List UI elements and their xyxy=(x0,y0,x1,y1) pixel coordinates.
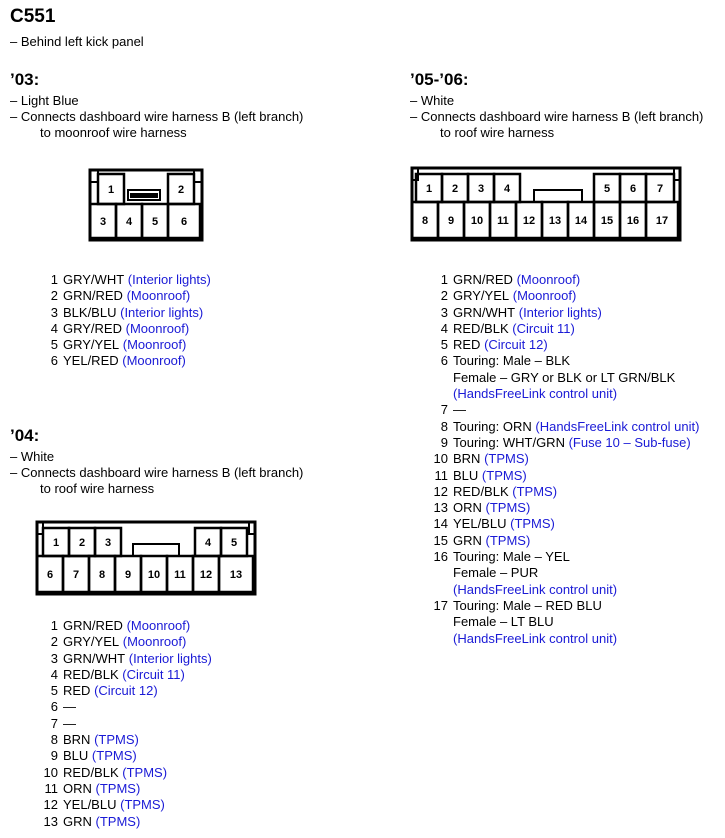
pin-number: 8 xyxy=(98,569,106,581)
pin-number: 2 xyxy=(451,183,459,195)
pin-number: 17 xyxy=(655,215,669,227)
pin-row xyxy=(42,699,212,715)
circuit-label: (HandsFreeLink control unit) xyxy=(453,386,618,402)
pin-row xyxy=(42,288,211,304)
pin-row xyxy=(42,765,212,781)
circuit-label: (Fuse 10 – Sub-fuse) xyxy=(568,434,691,450)
wire-color: Female – PUR xyxy=(453,565,539,581)
pin-row xyxy=(432,419,699,435)
pin-number: 1 xyxy=(107,184,115,196)
pin-number: 10 xyxy=(433,451,448,467)
pin-number: 5 xyxy=(151,216,159,228)
section-desc: to roof wire harness xyxy=(40,481,155,496)
pin-row xyxy=(42,748,212,764)
circuit-label: (Moonroof) xyxy=(122,337,187,353)
pin-number: 3 xyxy=(104,537,112,549)
wire-color: RED/BLK xyxy=(453,483,509,499)
circuit-label: (Moonroof) xyxy=(125,320,190,336)
pin-number: 13 xyxy=(229,569,243,581)
section-04 xyxy=(10,426,303,497)
circuit-label: (TPMS) xyxy=(485,500,531,516)
pin-number: 4 xyxy=(125,216,133,228)
pin-number: 11 xyxy=(497,215,509,227)
pin-number: 16 xyxy=(626,215,640,227)
pin-number: 3 xyxy=(440,304,448,320)
pin-row-continued xyxy=(432,370,699,386)
wire-color: Touring: Male – YEL xyxy=(453,549,570,565)
pin-row-continued xyxy=(432,631,699,647)
circuit-label: (Interior lights) xyxy=(128,650,212,666)
connector-05-06-diagram xyxy=(410,166,682,242)
pin-number: 2 xyxy=(50,288,58,304)
wire-color: — xyxy=(63,699,76,715)
pin-row xyxy=(432,288,699,304)
wire-color: Touring: ORN xyxy=(453,418,532,434)
wire-color: YEL/BLU xyxy=(453,516,507,532)
wire-color: GRY/YEL xyxy=(63,337,120,353)
pin-number: 1 xyxy=(425,183,433,195)
circuit-label: (TPMS) xyxy=(485,532,531,548)
page-title: C551 xyxy=(10,6,56,27)
circuit-label: (TPMS) xyxy=(512,483,558,499)
pin-row xyxy=(42,683,212,699)
section-heading: ’04: xyxy=(10,426,40,445)
connector-location: – Behind left kick panel xyxy=(10,34,144,49)
pin-number: 5 xyxy=(440,337,448,353)
wire-color: GRN xyxy=(453,532,482,548)
circuit-label: (Circuit 12) xyxy=(94,683,158,699)
section-desc: – Connects dashboard wire harness B (left branch) xyxy=(10,109,304,124)
wire-color: GRN/RED xyxy=(453,272,513,287)
pin-number: 1 xyxy=(52,537,60,549)
circuit-label: (Moonroof) xyxy=(122,634,187,650)
pin-number: 13 xyxy=(548,215,562,227)
pin-number: 9 xyxy=(440,434,448,450)
pin-number: 4 xyxy=(503,183,511,195)
wire-color: YEL/RED xyxy=(63,353,119,369)
pin-number: 7 xyxy=(50,715,58,731)
pin-number: 7 xyxy=(72,569,80,581)
pin-number: 9 xyxy=(447,215,455,227)
section-desc: – Connects dashboard wire harness B (left branch) xyxy=(10,465,304,480)
pin-number: 15 xyxy=(433,532,448,548)
pin-number: 12 xyxy=(522,215,536,227)
pin-number: 1 xyxy=(50,272,58,287)
pin-number: 6 xyxy=(180,216,188,228)
pin-row xyxy=(432,353,699,369)
pin-number: 3 xyxy=(477,183,485,195)
connector-04-diagram xyxy=(35,520,257,596)
wire-color: RED/BLK xyxy=(63,764,119,780)
pin-number: 14 xyxy=(574,215,588,227)
pin-row-continued xyxy=(432,614,699,630)
pin-row-continued xyxy=(432,565,699,581)
pin-row xyxy=(42,321,211,337)
wire-color: RED xyxy=(63,683,91,699)
pin-number: 17 xyxy=(433,597,448,613)
pin-row xyxy=(432,516,699,532)
pin-number: 8 xyxy=(440,418,448,434)
pin-row xyxy=(432,468,699,484)
section-desc: to roof wire harness xyxy=(440,125,555,140)
pin-number: 2 xyxy=(78,537,86,549)
pin-row xyxy=(432,598,699,614)
pin-number: 3 xyxy=(50,304,58,320)
pin-row xyxy=(432,435,699,451)
circuit-label: (TPMS) xyxy=(484,451,529,467)
pin-number: 4 xyxy=(50,666,58,682)
pin-row xyxy=(42,337,211,353)
circuit-label: (TPMS) xyxy=(94,732,139,748)
wire-color: GRN/WHT xyxy=(63,650,126,666)
pin-number: 6 xyxy=(629,183,637,195)
wire-color: ORN xyxy=(453,500,482,516)
pin-number: 6 xyxy=(50,353,58,369)
circuit-label: (TPMS) xyxy=(120,797,165,813)
pin-number: 5 xyxy=(50,337,58,353)
pin-number: 7 xyxy=(440,402,448,418)
wire-color: GRN/RED xyxy=(63,288,123,304)
pin-row-continued xyxy=(432,582,699,598)
wire-color: BLU xyxy=(63,748,89,764)
circuit-label: (Moonroof) xyxy=(126,618,191,633)
wire-color: GRN xyxy=(63,813,92,829)
pin-number: 7 xyxy=(656,183,664,195)
pin-number: 3 xyxy=(50,650,58,666)
pin-row xyxy=(42,716,212,732)
pin-row xyxy=(42,781,212,797)
section-05-06 xyxy=(410,70,703,141)
wire-color: RED/BLK xyxy=(453,320,509,336)
pin-row xyxy=(432,500,699,516)
wire-color: Touring: Male – BLK xyxy=(453,353,571,369)
section-desc: – Connects dashboard wire harness B (left branch) xyxy=(410,109,704,124)
pin-number: 11 xyxy=(174,569,186,581)
pin-list-04 xyxy=(42,618,212,830)
section-desc: – Light Blue xyxy=(10,93,79,108)
pin-row xyxy=(432,533,699,549)
circuit-label: (TPMS) xyxy=(95,780,141,796)
wire-color: GRY/RED xyxy=(63,320,122,336)
pin-row xyxy=(42,814,212,830)
connector-03-diagram xyxy=(88,168,204,242)
pin-row xyxy=(432,321,699,337)
circuit-label: (Moonroof) xyxy=(516,272,581,287)
wire-color: GRN/RED xyxy=(63,618,123,633)
section-desc: – White xyxy=(10,449,55,464)
wire-color: RED/BLK xyxy=(63,666,119,682)
pin-row xyxy=(42,353,211,369)
pin-row xyxy=(432,305,699,321)
pin-number: 6 xyxy=(50,699,58,715)
pin-number: 5 xyxy=(603,183,611,195)
pin-number: 2 xyxy=(177,184,185,196)
wire-color: Female – LT BLU xyxy=(453,614,554,630)
pin-number: 10 xyxy=(147,569,161,581)
circuit-label: (Moonroof) xyxy=(512,288,577,304)
wire-color: Touring: Male – RED BLU xyxy=(453,597,602,613)
circuit-label: (Interior lights) xyxy=(127,272,211,287)
wire-color: BRN xyxy=(453,451,481,467)
pin-row xyxy=(42,732,212,748)
pin-row xyxy=(42,651,212,667)
circuit-label: (TPMS) xyxy=(95,813,141,829)
circuit-label: (Circuit 11) xyxy=(512,320,575,336)
pin-row xyxy=(432,484,699,500)
wire-color: BLK/BLU xyxy=(63,304,117,320)
pin-row xyxy=(42,305,211,321)
section-desc: – White xyxy=(410,93,455,108)
circuit-label: (Circuit 11) xyxy=(122,666,185,682)
pin-number: 12 xyxy=(199,569,213,581)
pin-row xyxy=(432,402,699,418)
pin-number: 4 xyxy=(50,320,58,336)
section-03 xyxy=(10,70,303,141)
wire-color: GRY/YEL xyxy=(63,634,120,650)
circuit-label: (TPMS) xyxy=(122,764,168,780)
pin-number: 12 xyxy=(433,483,448,499)
pin-number: 8 xyxy=(50,732,58,748)
pin-number: 8 xyxy=(421,215,429,227)
wire-color: GRY/WHT xyxy=(63,272,125,287)
wire-color: GRY/YEL xyxy=(453,288,510,304)
pin-number: 9 xyxy=(50,748,58,764)
wire-color: Touring: WHT/GRN xyxy=(453,434,565,450)
pin-number: 13 xyxy=(43,813,58,829)
pin-row-continued xyxy=(432,386,699,402)
wire-color: YEL/BLU xyxy=(63,797,117,813)
pin-row xyxy=(42,618,212,634)
pin-number: 6 xyxy=(440,353,448,369)
circuit-label: (HandsFreeLink control unit) xyxy=(453,581,618,597)
pin-number: 1 xyxy=(50,618,58,633)
circuit-label: (Circuit 12) xyxy=(484,337,548,353)
pin-row xyxy=(432,549,699,565)
circuit-label: (Moonroof) xyxy=(126,288,191,304)
circuit-label: (Interior lights) xyxy=(120,304,204,320)
circuit-label: (Moonroof) xyxy=(122,353,186,369)
pin-number: 1 xyxy=(440,272,448,287)
pin-number: 10 xyxy=(43,764,58,780)
pin-number: 11 xyxy=(44,780,58,796)
circuit-label: (TPMS) xyxy=(510,516,555,532)
wire-color: BLU xyxy=(453,467,479,483)
pin-number: 16 xyxy=(433,549,448,565)
wire-color: RED xyxy=(453,337,481,353)
pin-number: 15 xyxy=(600,215,614,227)
pin-number: 5 xyxy=(230,537,238,549)
pin-list-05-06 xyxy=(432,272,699,647)
pin-row xyxy=(432,272,699,288)
section-desc: to moonroof wire harness xyxy=(40,125,187,140)
pin-row xyxy=(42,797,212,813)
pin-number: 12 xyxy=(43,797,58,813)
pin-number: 6 xyxy=(46,569,54,581)
pin-number: 3 xyxy=(99,216,107,228)
pin-number: 11 xyxy=(434,467,448,483)
pin-number: 4 xyxy=(440,320,448,336)
section-heading: ’03: xyxy=(10,70,40,89)
pin-number: 4 xyxy=(204,537,212,549)
circuit-label: (HandsFreeLink control unit) xyxy=(535,418,700,434)
pin-number: 2 xyxy=(440,288,448,304)
circuit-label: (TPMS) xyxy=(91,748,137,764)
wire-color: BRN xyxy=(63,732,91,748)
pin-row xyxy=(432,451,699,467)
pin-row xyxy=(42,634,212,650)
pin-number: 2 xyxy=(50,634,58,650)
wire-color: — xyxy=(63,715,76,731)
circuit-label: (TPMS) xyxy=(481,467,527,483)
pin-number: 13 xyxy=(433,500,448,516)
pin-number: 10 xyxy=(470,215,484,227)
wire-color: Female – GRY or BLK or LT GRN/BLK xyxy=(453,369,676,385)
wire-color: ORN xyxy=(63,780,92,796)
circuit-label: (Interior lights) xyxy=(518,304,602,320)
pin-number: 14 xyxy=(433,516,448,532)
pin-row xyxy=(42,272,211,288)
pin-number: 9 xyxy=(124,569,132,581)
pin-row xyxy=(432,337,699,353)
circuit-label: (HandsFreeLink control unit) xyxy=(453,630,618,646)
pin-number: 5 xyxy=(50,683,58,699)
wire-color: GRN/WHT xyxy=(453,304,516,320)
pin-list-03 xyxy=(42,272,211,370)
wire-color: — xyxy=(453,402,466,418)
pin-row xyxy=(42,667,212,683)
section-heading: ’05-’06: xyxy=(410,70,469,89)
